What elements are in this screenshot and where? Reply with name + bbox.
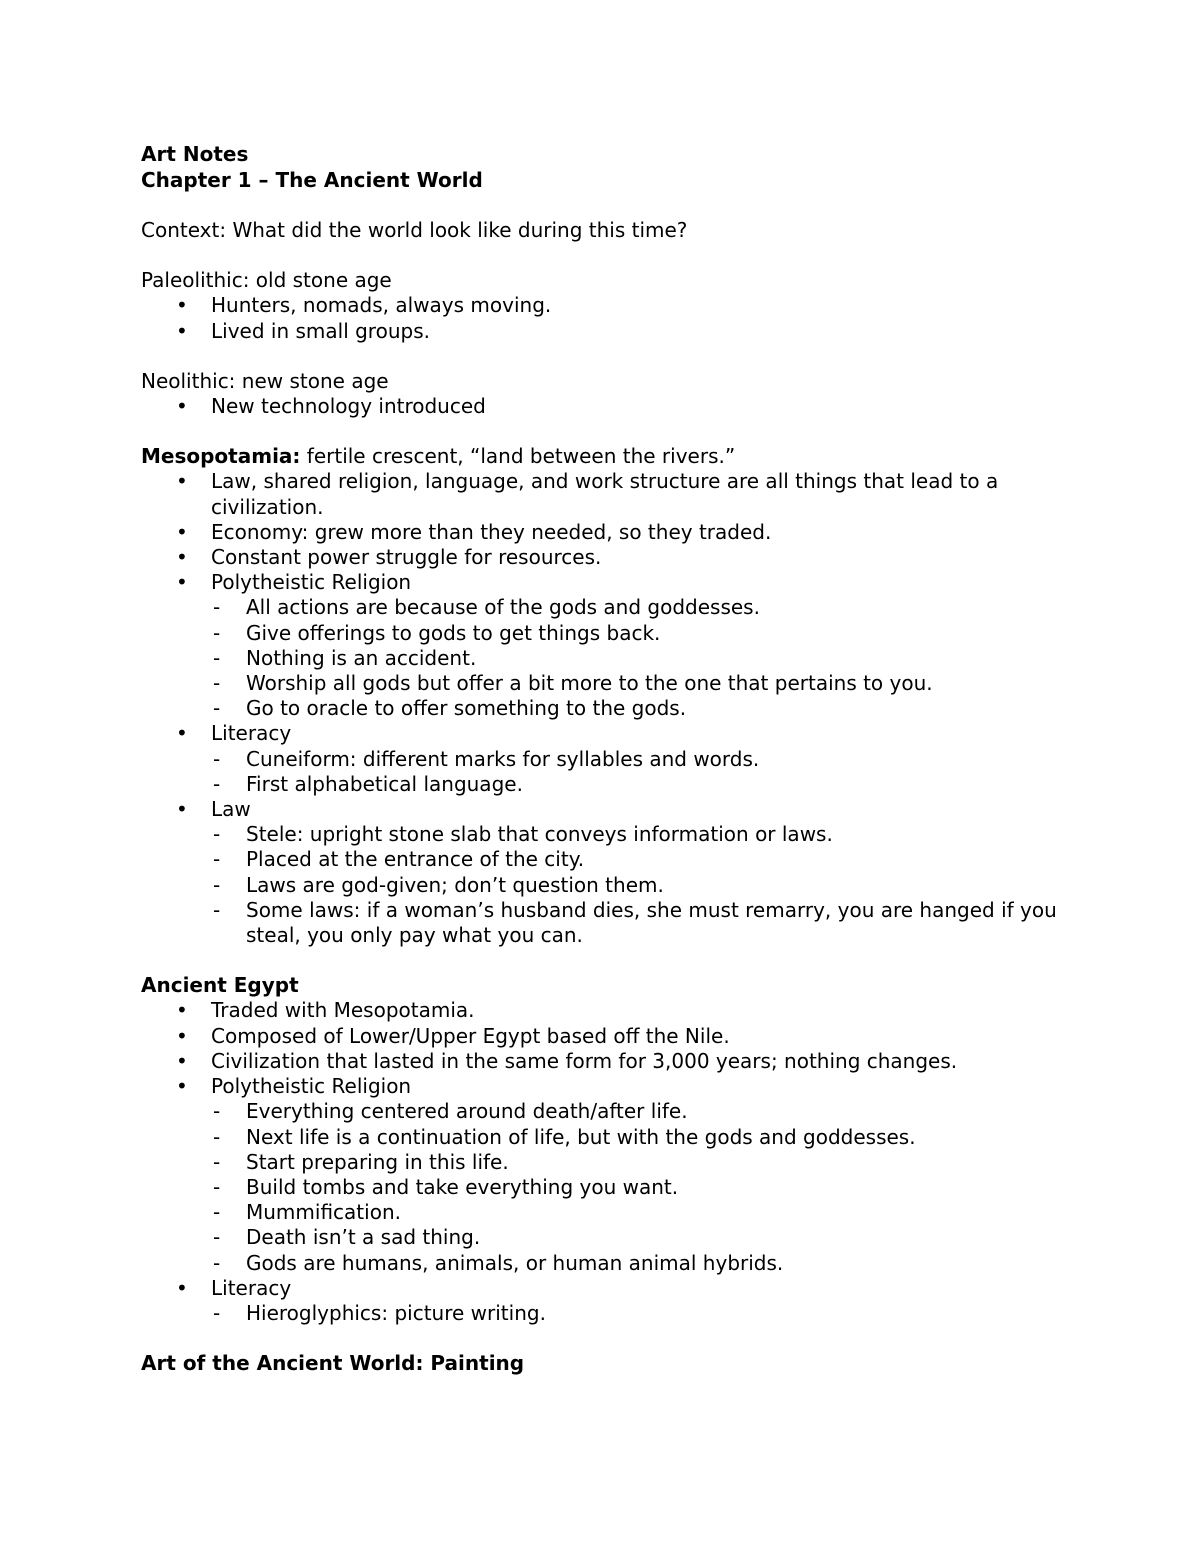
dash-icon: -: [213, 771, 221, 796]
list-item: - Some laws: if a woman’s husband dies, she must remarry, you are hanged if you steal, you only pay what you can.: [213, 897, 1057, 948]
bullet-icon: •: [176, 721, 188, 746]
bullet-icon: •: [176, 519, 188, 544]
list-item: - Stele: upright stone slab that conveys information or laws.: [213, 822, 833, 847]
list-item: • New technology introduced: [176, 394, 486, 419]
list-item: - Hieroglyphics: picture writing.: [213, 1300, 546, 1325]
dash-icon: -: [213, 1225, 221, 1250]
dash-icon: -: [213, 595, 221, 620]
list-item: - Give offerings to gods to get things back.: [213, 620, 661, 645]
list-item: - Placed at the entrance of the city.: [213, 847, 585, 872]
list-item: - First alphabetical language.: [213, 771, 523, 796]
mesopotamia-list: [141, 469, 1071, 948]
paleolithic-list: [141, 293, 1071, 343]
document-page: [141, 141, 1071, 1376]
list-item: - Build tombs and take everything you want.: [213, 1174, 679, 1199]
bullet-icon: •: [176, 394, 188, 419]
dash-icon: -: [213, 1250, 221, 1275]
bullet-icon: •: [176, 1023, 188, 1048]
art-painting-heading: Art of the Ancient World: Painting: [141, 1351, 525, 1376]
egypt-literacy-list: [211, 1301, 1071, 1326]
dash-icon: -: [213, 1174, 221, 1199]
neolithic-list: [141, 394, 1071, 419]
dash-icon: -: [213, 1300, 221, 1325]
chapter-title: Chapter 1 – The Ancient World: [141, 168, 483, 192]
list-item: - Mummification.: [213, 1200, 401, 1225]
list-item: - Death isn’t a sad thing.: [213, 1225, 481, 1250]
list-item: - Everything centered around death/after life.: [213, 1099, 688, 1124]
list-item: • Polytheistic Religion - Everything centered around death/after life. - Next life is a continuation of life, but with the gods and goddesses. - Start preparing in this life. - Build tombs and take everything you want. - Mummification. - Death isn’t a sad thing. - Gods are humans, animals, or human animal hybrids.: [141, 1074, 1071, 1276]
bullet-icon: •: [176, 998, 188, 1023]
dash-icon: -: [213, 1124, 221, 1149]
spacer: [141, 243, 1071, 268]
bullet-icon: •: [176, 797, 188, 822]
list-item: • Lived in small groups.: [176, 318, 430, 343]
paleolithic-heading: Paleolithic: old stone age: [141, 268, 392, 293]
mesopotamia-heading: [141, 444, 1071, 469]
dash-icon: -: [213, 645, 221, 670]
dash-icon: -: [213, 1200, 221, 1225]
list-item: - Worship all gods but offer a bit more to the one that pertains to you.: [213, 671, 933, 696]
neolithic-heading: Neolithic: new stone age: [141, 368, 389, 393]
bullet-icon: •: [176, 1074, 188, 1099]
list-item: • Economy: grew more than they needed, so they traded.: [176, 519, 772, 544]
list-item: • Law, shared religion, language, and work structure are all things that lead to a civilization.: [176, 469, 999, 519]
dash-icon: -: [213, 696, 221, 721]
list-item: - Nothing is an accident.: [213, 645, 477, 670]
bullet-icon: •: [176, 1275, 188, 1300]
list-item: • Composed of Lower/Upper Egypt based off the Nile.: [176, 1023, 730, 1048]
bullet-icon: •: [176, 293, 188, 318]
bullet-icon: •: [176, 1048, 188, 1073]
list-item: - Laws are god-given; don’t question them.: [213, 872, 664, 897]
dash-icon: -: [213, 671, 221, 696]
document-title: Art Notes: [141, 142, 249, 166]
spacer: [141, 193, 1071, 218]
list-item: • Civilization that lasted in the same form for 3,000 years; nothing changes.: [176, 1048, 958, 1073]
spacer: [141, 1326, 1071, 1351]
spacer: [141, 948, 1071, 973]
dash-icon: -: [213, 620, 221, 645]
list-item: - Cuneiform: different marks for syllables and words.: [213, 746, 760, 771]
bullet-icon: •: [176, 570, 188, 595]
egypt-heading: Ancient Egypt: [141, 973, 299, 998]
mesopotamia-law-list: [211, 822, 1071, 948]
list-item: • Traded with Mesopotamia.: [176, 998, 475, 1023]
dash-icon: -: [213, 1099, 221, 1124]
list-item: • Literacy - Hieroglyphics: picture writing.: [141, 1276, 1071, 1326]
list-item: - Next life is a continuation of life, but with the gods and goddesses.: [213, 1124, 916, 1149]
mesopotamia-religion-list: [211, 595, 1071, 721]
list-item: • Literacy - Cuneiform: different marks for syllables and words. - First alphabetical language.: [141, 721, 1071, 797]
bullet-icon: •: [176, 469, 188, 494]
list-item: - Gods are humans, animals, or human animal hybrids.: [213, 1250, 784, 1275]
dash-icon: -: [213, 822, 221, 847]
spacer: [141, 344, 1071, 369]
dash-icon: -: [213, 897, 221, 922]
list-item: - Go to oracle to offer something to the gods.: [213, 696, 687, 721]
list-item: • Law - Stele: upright stone slab that conveys information or laws. - Placed at the entrance of the city. - Laws are god-given; don’t question them. - Some laws: if a woman’s husband dies, she must remarry, you are hanged if you steal, you only pay what you can.: [141, 797, 1071, 948]
bullet-icon: •: [176, 318, 188, 343]
dash-icon: -: [213, 1149, 221, 1174]
egypt-list: [141, 998, 1071, 1326]
list-item: • Hunters, nomads, always moving.: [176, 293, 552, 318]
mesopotamia-heading-rest: fertile crescent, “land between the rivers.”: [300, 444, 736, 469]
mesopotamia-literacy-list: [211, 747, 1071, 797]
list-item: • Polytheistic Religion - All actions are because of the gods and goddesses. - Give offerings to gods to get things back. - Nothing is an accident. - Worship all gods but offer a bit more to the one that pertains to you. - Go to oracle to offer something to the gods.: [141, 570, 1071, 721]
egypt-religion-list: [211, 1099, 1071, 1275]
list-item: • Constant power struggle for resources.: [176, 545, 602, 570]
dash-icon: -: [213, 746, 221, 771]
bullet-icon: •: [176, 545, 188, 570]
dash-icon: -: [213, 872, 221, 897]
list-item: - Start preparing in this life.: [213, 1149, 509, 1174]
mesopotamia-heading-bold: Mesopotamia:: [141, 444, 301, 469]
dash-icon: -: [213, 847, 221, 872]
spacer: [141, 419, 1071, 444]
context-question: Context: What did the world look like during this time?: [141, 218, 688, 242]
list-item: - All actions are because of the gods and goddesses.: [213, 595, 760, 620]
